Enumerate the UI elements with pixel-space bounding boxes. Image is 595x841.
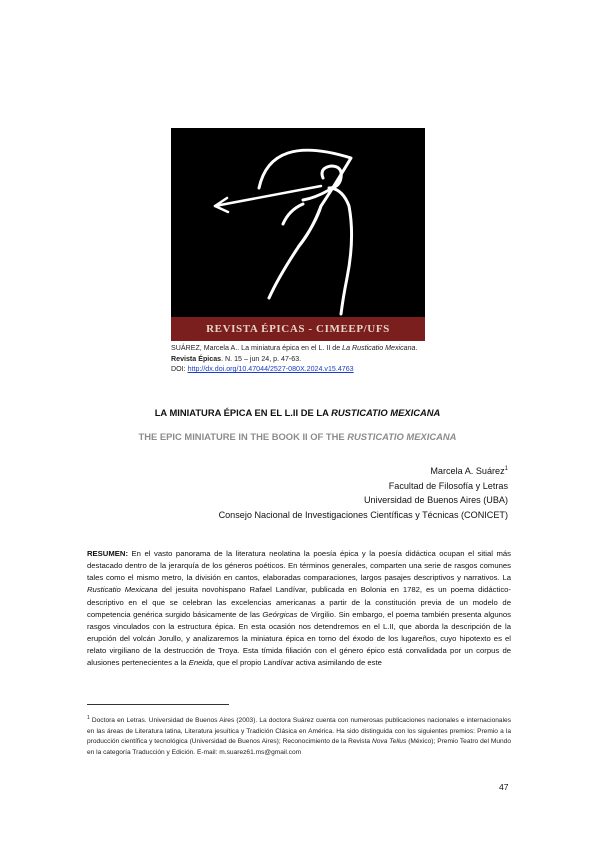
abstract-italic: Rusticatio Mexicana — [87, 585, 158, 595]
citation-journal: Revista Épicas — [171, 354, 222, 363]
cover-band-text: REVISTA ÉPICAS - CIMEEP/UFS — [206, 323, 390, 335]
cover-title-band — [171, 317, 425, 341]
title-en-italic: RUSTICATIO MEXICANA — [347, 431, 457, 442]
footnote-text: (México); Premio Teatro del Mundo en la categoría Traducción y Edición. E-mail: m.suarez61.ms@gmail.com — [87, 738, 511, 756]
citation-article-title-italic: La Rusticatio Mexicana — [342, 344, 416, 352]
citation-block: SUÁREZ, Marcela A.. La miniatura épica en el L. II de La Rusticatio Mexicana. Revista Épicas. N. 15 – jun 24, p. 47-63. DOI: http://dx.doi.org/10.47044/2527-080X.2024.v15.4763 — [171, 344, 418, 373]
footnote-italic: Nova Tellus — [371, 738, 407, 746]
doi-label: DOI: — [171, 365, 188, 373]
abstract-text: En el vasto panorama de la literatura neolatina la poesía épica y la poesía didáctica ocupan el sitial más destacado dentro de la jerarquía de los géneros poéticos. En términos generales, comparten una serie de rasgos comunes tales como el mismo metro, la división en cantos, elaboradas comparaciones, largos pasajes descriptivos y narrativos. La — [87, 549, 511, 583]
abstract-italic: Geórgicas — [262, 609, 298, 619]
article-title-spanish — [0, 407, 595, 418]
affiliation-line: Facultad de Filosofía y Letras — [388, 480, 508, 491]
footnote-ref[interactable]: 1 — [504, 466, 508, 472]
title-es-italic: RUSTICATIO MEXICANA — [331, 407, 441, 418]
abstract-italic: Eneida, — [188, 658, 215, 668]
abstract-label: RESUMEN: — [87, 549, 129, 558]
abstract-text: que el propio Landívar activa asimilando de este — [214, 658, 382, 668]
citation-author: SUÁREZ, Marcela A. — [171, 344, 238, 352]
doi-link[interactable]: http://dx.doi.org/10.47044/2527-080X.2024.v15.4763 — [187, 365, 354, 373]
footnote-separator — [87, 704, 229, 705]
title-es-main: LA MINIATURA ÉPICA EN EL L.II DE LA — [154, 407, 332, 418]
affiliation-line: Universidad de Buenos Aires (UBA) — [363, 495, 508, 506]
author-name-line — [219, 462, 508, 479]
footnote — [87, 713, 511, 759]
journal-cover-image — [171, 128, 425, 341]
footnote-mark: 1 — [87, 715, 90, 721]
abstract-paragraph — [87, 548, 511, 670]
citation-article-title: . La miniatura épica en el L. II de — [237, 344, 343, 352]
affiliation-line: Consejo Nacional de Investigaciones Científicas y Técnicas (CONICET) — [218, 509, 508, 520]
author-affiliation — [219, 462, 508, 522]
abstract-text: de Virgilio. Sin embargo, el poema también presenta algunos rasgos vinculados con la estructura épica. En esta ocasión nos detendremos en el L.II, que aborda la descripción de la erupción del volcán Jorullo, y analizaremos la miniatura épica en torno del éxodo de los lugareños, cuyo hipotexto es el relato virgiliano de la destrucción de Troya. Esta tímida filiación con el género épico está convalidada por un corpus de alusiones pertenecientes a la — [87, 609, 511, 668]
page-number: 47 — [499, 782, 509, 792]
article-title-english — [0, 431, 595, 442]
citation-issue: . N. 15 – jun 24, p. 47-63. — [221, 354, 302, 363]
footnote-text: Doctora en Letras. Universidad de Buenos Aires (2003). La doctora Suárez cuenta con numerosas publicaciones nacionales e internacionales en las áreas de Literatura latina, Literatura jesuítica y Tradición Clásica en América. Ha sido distinguida con los siguientes premios: Premio a la producción científica y tecnológica (Universidad de Buenos Aires); Reconocimiento de la Revista — [87, 717, 511, 746]
author-name: Marcela A. Suárez — [430, 466, 505, 477]
title-en-main: THE EPIC MINIATURE IN THE BOOK II OF THE — [138, 431, 348, 442]
abstract-text: del jesuita novohispano Rafael Landívar, publicada en Bolonia en 1782, es un poema didáctico-descriptivo en el que se celebran las excelencias americanas a partir de la constitución previa de un modelo de competencia genérica surgido básicamente de las — [87, 585, 511, 619]
archer-drawing — [171, 128, 425, 317]
